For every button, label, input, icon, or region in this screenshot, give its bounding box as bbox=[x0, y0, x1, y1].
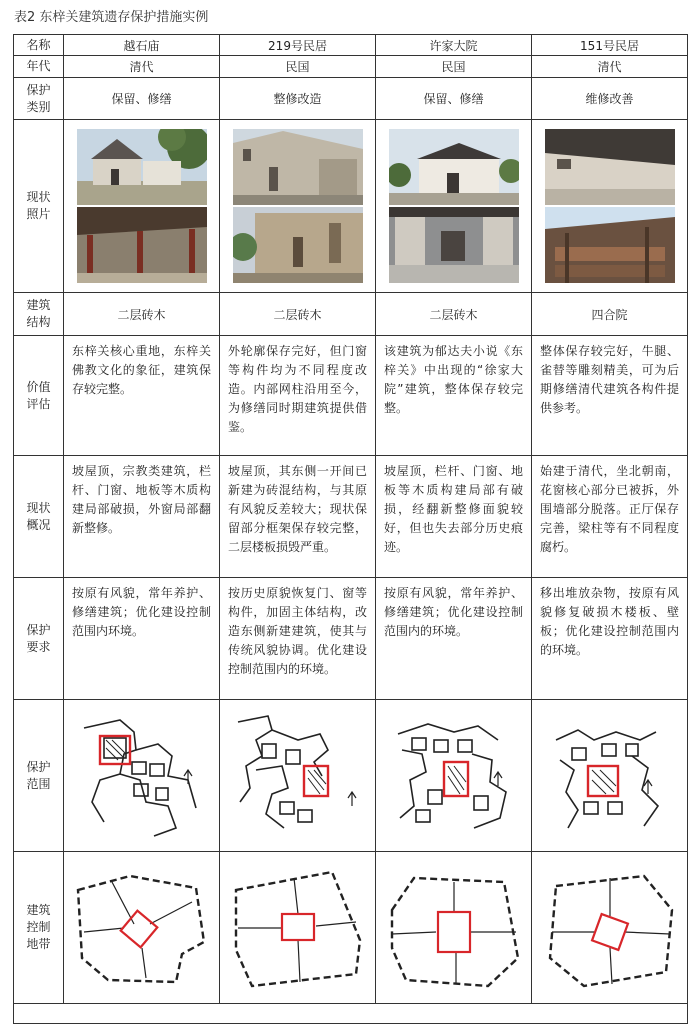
protect-type-3: 维修改善 bbox=[532, 78, 688, 120]
status-0: 坡屋顶，宗教类建筑，栏杆、门窗、地板等木质构建局部破损，外窗局部翻新整修。 bbox=[64, 456, 220, 578]
protect-type-2: 保留、修缮 bbox=[376, 78, 532, 120]
value-1: 外轮廓保存完好，但门窗等构件均为不同程度改造。内部网柱沿用至今，为修缮同时期建筑提供借鉴。 bbox=[220, 336, 376, 456]
scope-plan-0 bbox=[76, 710, 208, 842]
photos-2 bbox=[376, 120, 532, 293]
row-scope bbox=[14, 700, 688, 852]
status-3: 始建于清代，坐北朝南，花窗核心部分已被拆，外围墙部分脱落。正厅保存完善，梁柱等有不同程度腐朽。 bbox=[532, 456, 688, 578]
protect-type-1: 整修改造 bbox=[220, 78, 376, 120]
photo-exterior-2 bbox=[389, 129, 519, 205]
era-2: 民国 bbox=[376, 56, 532, 78]
era-3: 清代 bbox=[532, 56, 688, 78]
photos-0 bbox=[64, 120, 220, 293]
label-scope: 保护 范围 bbox=[14, 700, 64, 852]
requirement-0: 按原有风貌，常年养护、修缮建筑；优化建设控制范围内环境。 bbox=[64, 578, 220, 700]
control-zone-diagram-0 bbox=[72, 862, 212, 994]
protect-type-0: 保留、修缮 bbox=[64, 78, 220, 120]
value-0: 东梓关核心重地，东梓关佛教文化的象征，建筑保存较完整。 bbox=[64, 336, 220, 456]
control-1 bbox=[220, 852, 376, 1004]
requirement-1: 按历史原貌恢复门、窗等构件，加固主体结构，改造东侧新建建筑，使其与传统风貌协调。优化建设控制范围内的环境。 bbox=[220, 578, 376, 700]
row-era bbox=[14, 56, 688, 78]
photo-interior-2 bbox=[389, 207, 519, 283]
row-protect-type bbox=[14, 78, 688, 120]
name-2: 许家大院 bbox=[376, 35, 532, 56]
label-name: 名称 bbox=[14, 35, 64, 56]
row-empty bbox=[14, 1004, 688, 1024]
label-protect-type: 保护 类别 bbox=[14, 78, 64, 120]
control-zone-diagram-2 bbox=[384, 862, 524, 994]
control-zone-diagram-3 bbox=[540, 862, 680, 994]
label-status: 现状 概况 bbox=[14, 456, 64, 578]
control-0 bbox=[64, 852, 220, 1004]
structure-3: 四合院 bbox=[532, 293, 688, 336]
structure-0: 二层砖木 bbox=[64, 293, 220, 336]
scope-3 bbox=[532, 700, 688, 852]
row-structure bbox=[14, 293, 688, 336]
photo-interior-0 bbox=[77, 207, 207, 283]
requirement-2: 按原有风貌，常年养护、修缮建筑；优化建设控制范围内的环境。 bbox=[376, 578, 532, 700]
label-photos: 现状 照片 bbox=[14, 120, 64, 293]
photo-exterior-1 bbox=[233, 129, 363, 205]
heritage-protection-table bbox=[13, 34, 688, 1024]
photos-1 bbox=[220, 120, 376, 293]
scope-plan-1 bbox=[232, 710, 364, 842]
label-structure: 建筑 结构 bbox=[14, 293, 64, 336]
name-3: 151号民居 bbox=[532, 35, 688, 56]
label-control: 建筑 控制 地带 bbox=[14, 852, 64, 1004]
row-photos bbox=[14, 120, 688, 293]
table-caption: 表2 东梓关建筑遗存保护措施实例 bbox=[14, 10, 209, 25]
scope-0 bbox=[64, 700, 220, 852]
photo-exterior-3 bbox=[545, 129, 675, 205]
requirement-3: 移出堆放杂物，按原有风貌修复破损木楼板、壁板；优化建设控制范围内的环境。 bbox=[532, 578, 688, 700]
scope-plan-2 bbox=[388, 710, 520, 842]
row-requirement bbox=[14, 578, 688, 700]
value-2: 该建筑为郁达夫小说《东梓关》中出现的“徐家大院”建筑，整体保存较完整。 bbox=[376, 336, 532, 456]
control-2 bbox=[376, 852, 532, 1004]
photo-exterior-0 bbox=[77, 129, 207, 205]
scope-plan-3 bbox=[544, 710, 676, 842]
row-status bbox=[14, 456, 688, 578]
scope-1 bbox=[220, 700, 376, 852]
name-1: 219号民居 bbox=[220, 35, 376, 56]
status-1: 坡屋顶，其东侧一开间已新建为砖混结构，与其原有风貌反差较大；现状保留部分框架保存较完整，二层楼板损毁严重。 bbox=[220, 456, 376, 578]
status-2: 坡屋顶，栏杆、门窗、地板等木质构建局部有破损，经翻新整修面貌较好，但也失去部分历史痕迹。 bbox=[376, 456, 532, 578]
era-1: 民国 bbox=[220, 56, 376, 78]
photo-interior-1 bbox=[233, 207, 363, 283]
scope-2 bbox=[376, 700, 532, 852]
row-name bbox=[14, 35, 688, 56]
empty-footer-cell bbox=[14, 1004, 688, 1024]
label-era: 年代 bbox=[14, 56, 64, 78]
photos-3 bbox=[532, 120, 688, 293]
label-requirement: 保护 要求 bbox=[14, 578, 64, 700]
era-0: 清代 bbox=[64, 56, 220, 78]
name-0: 越石庙 bbox=[64, 35, 220, 56]
photo-interior-3 bbox=[545, 207, 675, 283]
row-value bbox=[14, 336, 688, 456]
control-3 bbox=[532, 852, 688, 1004]
structure-2: 二层砖木 bbox=[376, 293, 532, 336]
row-control bbox=[14, 852, 688, 1004]
structure-1: 二层砖木 bbox=[220, 293, 376, 336]
control-zone-diagram-1 bbox=[228, 862, 368, 994]
label-value: 价值 评估 bbox=[14, 336, 64, 456]
value-3: 整体保存较完好，牛腿、雀替等雕刻精美，可为后期修缮清代建筑各构件提供参考。 bbox=[532, 336, 688, 456]
